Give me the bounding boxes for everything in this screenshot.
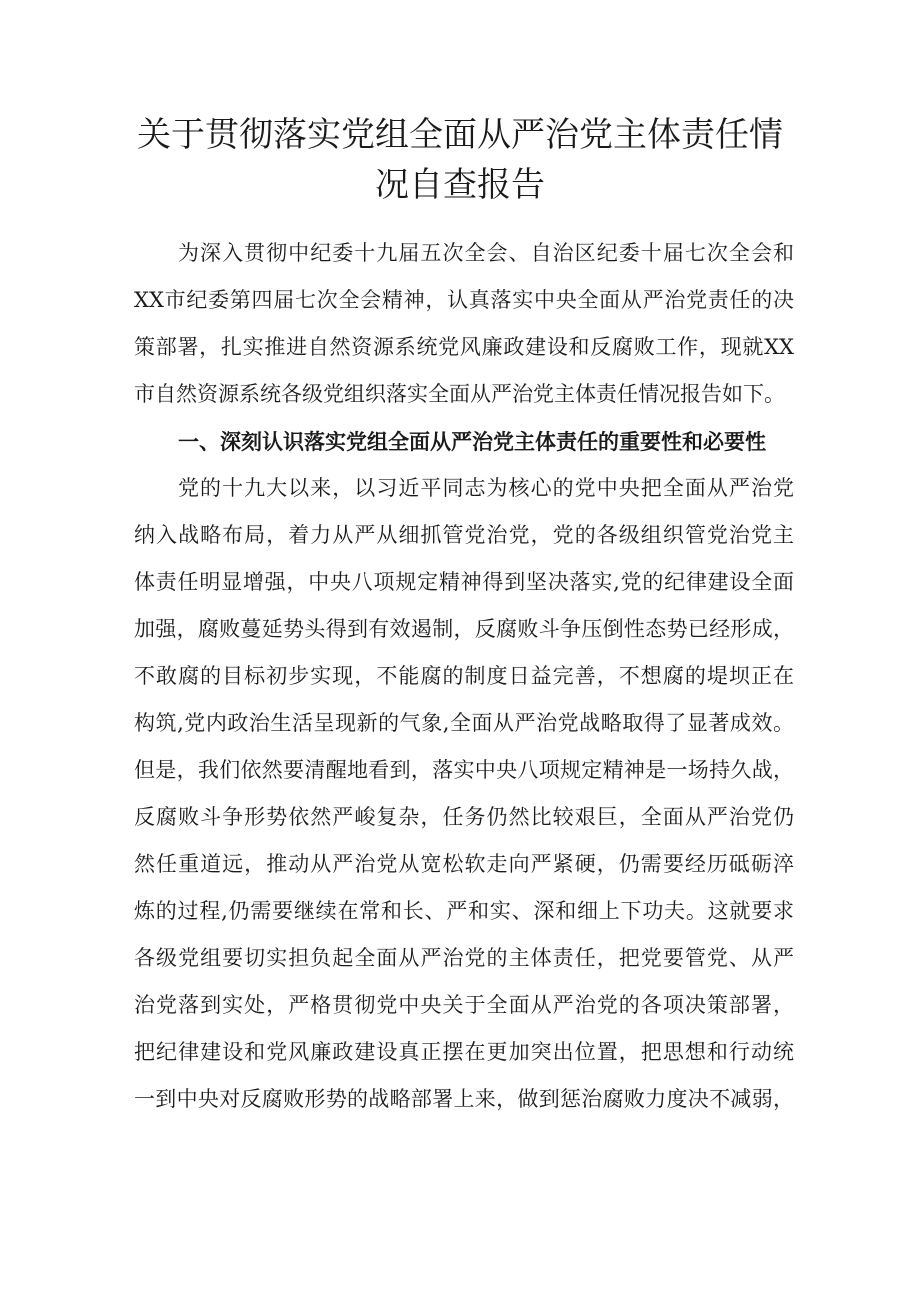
body-line: 体责任明显增强，中央八项规定精神得到坚决落实,党的纪律建设全面 — [134, 570, 794, 594]
body-line: 加强，腐败蔓延势头得到有效遏制，反腐败斗争压倒性态势已经形成， — [134, 617, 794, 641]
intro-line: 为深入贯彻中纪委十九届五次全会、自治区纪委十届七次全会和 — [178, 241, 794, 265]
body-line: 构筑,党内政治生活呈现新的气象,全面从严治党战略取得了显著成效。 — [134, 711, 794, 735]
body-line: 党的十九大以来，以习近平同志为核心的党中央把全面从严治党 — [178, 476, 794, 500]
body-line: 反腐败斗争形势依然严峻复杂，任务仍然比较艰巨，全面从严治党仍 — [134, 805, 794, 829]
body-line: 然任重道远，推动从严治党从宽松软走向严紧硬，仍需要经历砥砺淬 — [134, 852, 794, 876]
body-line: 一到中央对反腐败形势的战略部署上来，做到惩治腐败力度决不减弱， — [134, 1087, 794, 1111]
body-line: 但是，我们依然要清醒地看到，落实中央八项规定精神是一场持久战， — [134, 758, 794, 782]
section-heading: 一、深刻认识落实党组全面从严治党主体责任的重要性和必要性 — [178, 429, 766, 454]
body-line: 炼的过程,仍需要继续在常和长、严和实、深和细上下功夫。这就要求 — [134, 899, 794, 923]
body-line: 把纪律建设和党风廉政建设真正摆在更加突出位置，把思想和行动统 — [134, 1040, 794, 1064]
body-line: 纳入战略布局，着力从严从细抓管党治党，党的各级组织管党治党主 — [134, 523, 794, 547]
intro-line: 市自然资源系统各级党组织落实全面从严治党主体责任情况报告如下。 — [134, 382, 785, 406]
body-line: 各级党组要切实担负起全面从严治党的主体责任，把党要管党、从严 — [134, 946, 794, 970]
document-title — [110, 110, 810, 210]
intro-paragraph — [134, 230, 794, 418]
intro-line: 策部署，扎实推进自然资源系统党风廉政建设和反腐败工作，现就XX — [134, 335, 794, 359]
section1-paragraph — [134, 465, 794, 1123]
title-line-1: 关于贯彻落实党组全面从严治党主体责任情 — [137, 115, 783, 155]
intro-line: XX市纪委第四届七次全会精神，认真落实中央全面从严治党责任的决 — [134, 288, 794, 312]
body-line: 不敢腐的目标初步实现，不能腐的制度日益完善，不想腐的堤坝正在 — [134, 664, 794, 688]
body-line: 治党落到实处，严格贯彻党中央关于全面从严治党的各项决策部署， — [134, 993, 794, 1017]
title-line-2: 况自查报告 — [375, 165, 545, 205]
document-body — [134, 230, 794, 1123]
